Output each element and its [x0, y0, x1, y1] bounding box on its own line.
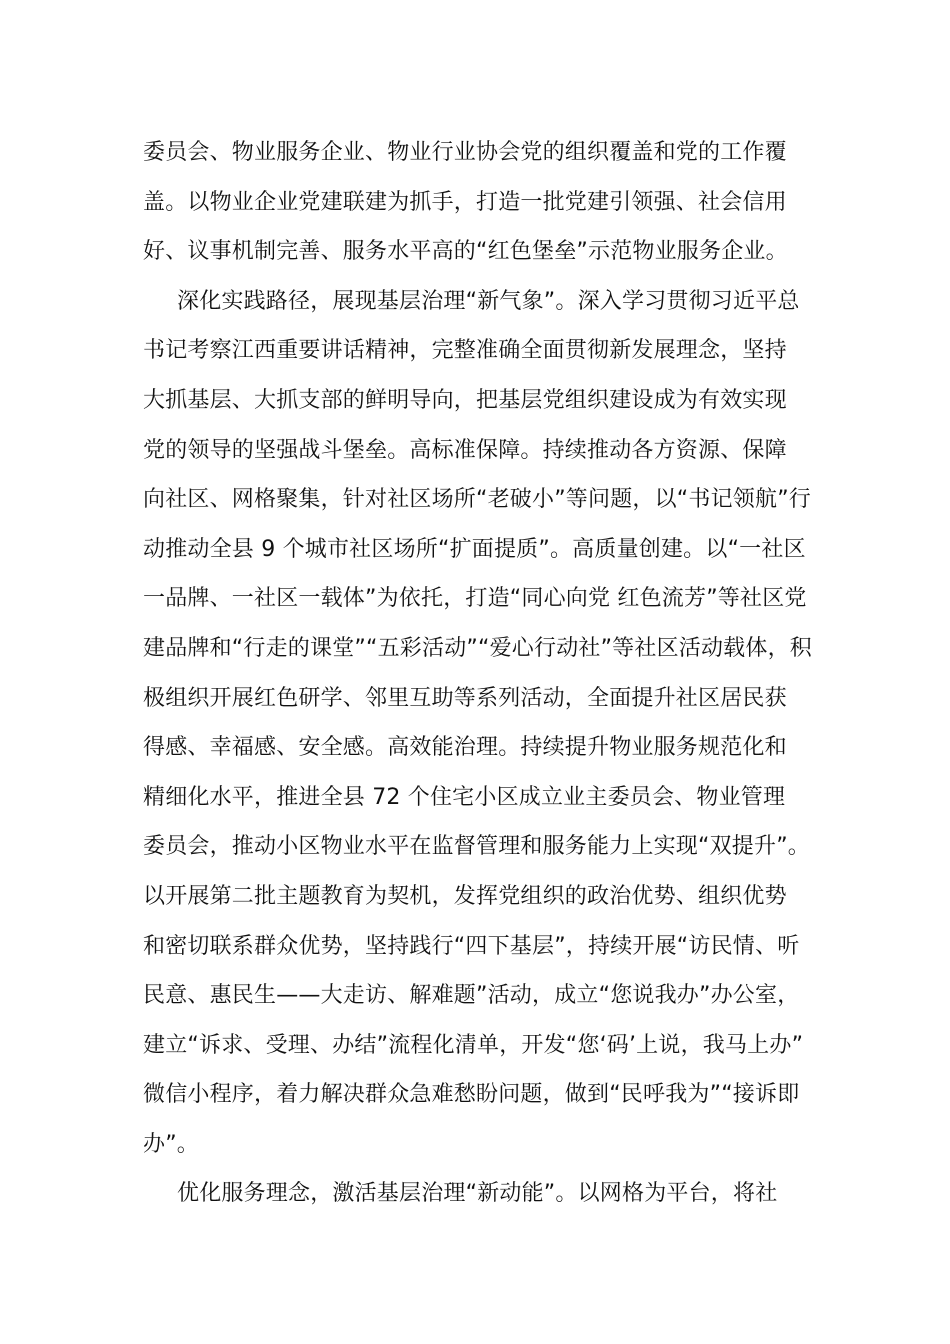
text-line: 一品牌、一社区一载体”为依托，打造“同心向党 红色流芳”等社区党: [143, 586, 807, 612]
text-line: 建品牌和“行走的课堂”“五彩活动”“爱心行动社”等社区活动载体，积: [143, 635, 812, 661]
text-line: 微信小程序，着力解决群众急难愁盼问题，做到“民呼我为”“接诉即: [143, 1082, 800, 1108]
text-line: 建立“诉求、受理、办结”流程化清单，开发“您‘码’上说，我马上办”: [143, 1032, 804, 1058]
paragraph-start-line: 深化实践路径，展现基层治理“新气象”。深入学习贯彻习近平总: [177, 288, 800, 314]
text-line: 向社区、网格聚集，针对社区场所“老破小”等问题，以“书记领航”行: [143, 487, 811, 513]
text-line: 委员会，推动小区物业水平在监督管理和服务能力上实现“双提升”。: [143, 834, 810, 860]
text-line: 委员会、物业服务企业、物业行业协会党的组织覆盖和党的工作覆: [143, 140, 787, 165]
text-line: 以开展第二批主题教育为契机，发挥党组织的政治优势、组织优势: [143, 883, 787, 909]
paragraph-start-line: 优化服务理念，激活基层治理“新动能”。以网格为平台，将社: [177, 1181, 778, 1207]
text-line: 得感、幸福感、安全感。高效能治理。持续提升物业服务规范化和: [143, 735, 787, 761]
text-line: 好、议事机制完善、服务水平高的“红色堡垒”示范物业服务企业。: [143, 239, 788, 265]
text-line: 极组织开展红色研学、邻里互助等系列活动，全面提升社区居民获: [143, 685, 787, 711]
text-line: 大抓基层、大抓支部的鲜明导向，把基层党组织建设成为有效实现: [143, 387, 787, 413]
text-line: 盖。以物业企业党建联建为抓手，打造一批党建引领强、社会信用: [143, 189, 787, 215]
text-line: 办”。: [143, 1131, 199, 1157]
text-line: 精细化水平，推进全县 72 个住宅小区成立业主委员会、物业管理: [143, 784, 786, 810]
text-line: 党的领导的坚强战斗堡垒。高标准保障。持续推动各方资源、保障: [143, 437, 787, 463]
text-line: 和密切联系群众优势，坚持践行“四下基层”，持续开展“访民情、听: [143, 933, 800, 959]
text-line: 民意、惠民生——大走访、解难题”活动，成立“您说我办”办公室，: [143, 983, 800, 1009]
text-line: 书记考察江西重要讲话精神，完整准确全面贯彻新发展理念，坚持: [143, 338, 787, 364]
document-page: [143, 128, 812, 1219]
text-line: 动推动全县 9 个城市社区场所“扩面提质”。高质量创建。以“一社区: [143, 536, 806, 562]
